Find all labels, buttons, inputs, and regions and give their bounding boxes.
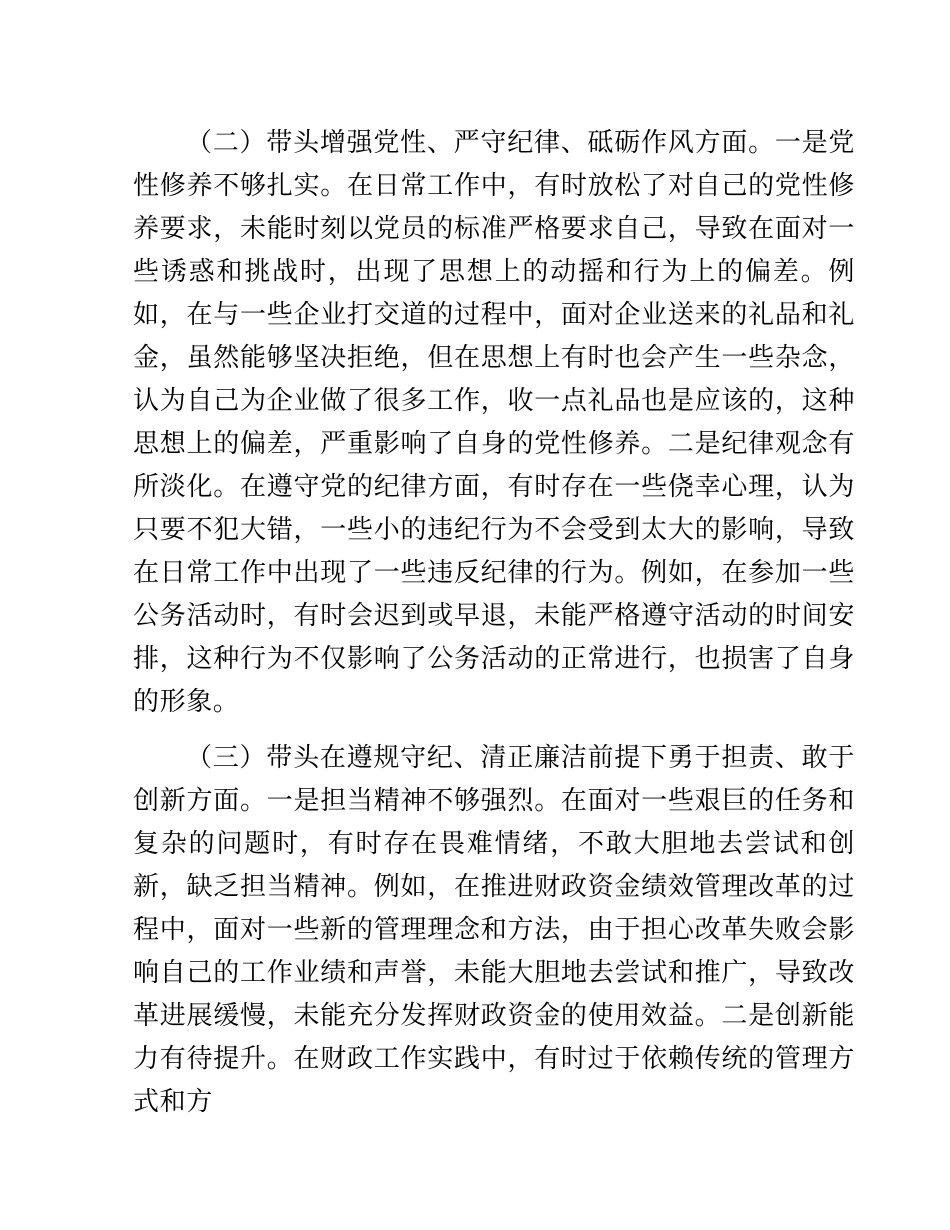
paragraph-section-3: （三）带头在遵规守纪、清正廉洁前提下勇于担责、敢于创新方面。一是担当精神不够强烈。在面对一些艰巨的任务和复杂的问题时，有时存在畏难情绪，不敢大胆地去尝试和创新，缺乏担当精神。例如，在推进财政资金绩效管理改革的过程中，面对一些新的管理理念和方法，由于担心改革失败会影响自己的工作业绩和声誉，未能大胆地去尝试和推广，导致改革进展缓慢，未能充分发挥财政资金的使用效益。二是创新能力有待提升。在财政工作实践中，有时过于依赖传统的管理方式和方 xyxy=(133,742,855,1116)
document-body xyxy=(133,121,855,1136)
paragraph-section-2: （二）带头增强党性、严守纪律、砥砺作风方面。一是党性修养不够扎实。在日常工作中，有时放松了对自己的党性修养要求，未能时刻以党员的标准严格要求自己，导致在面对一些诱惑和挑战时，出现了思想上的动摇和行为上的偏差。例如，在与一些企业打交道的过程中，面对企业送来的礼品和礼金，虽然能够坚决拒绝，但在思想上有时也会产生一些杂念，认为自己为企业做了很多工作，收一点礼品也是应该的，这种思想上的偏差，严重影响了自身的党性修养。二是纪律观念有所淡化。在遵守党的纪律方面，有时存在一些侥幸心理，认为只要不犯大错，一些小的违纪行为不会受到太大的影响，导致在日常工作中出现了一些违反纪律的行为。例如，在参加一些公务活动时，有时会迟到或早退，未能严格遵守活动的时间安排，这种行为不仅影响了公务活动的正常进行，也损害了自身的形象。 xyxy=(133,127,855,716)
